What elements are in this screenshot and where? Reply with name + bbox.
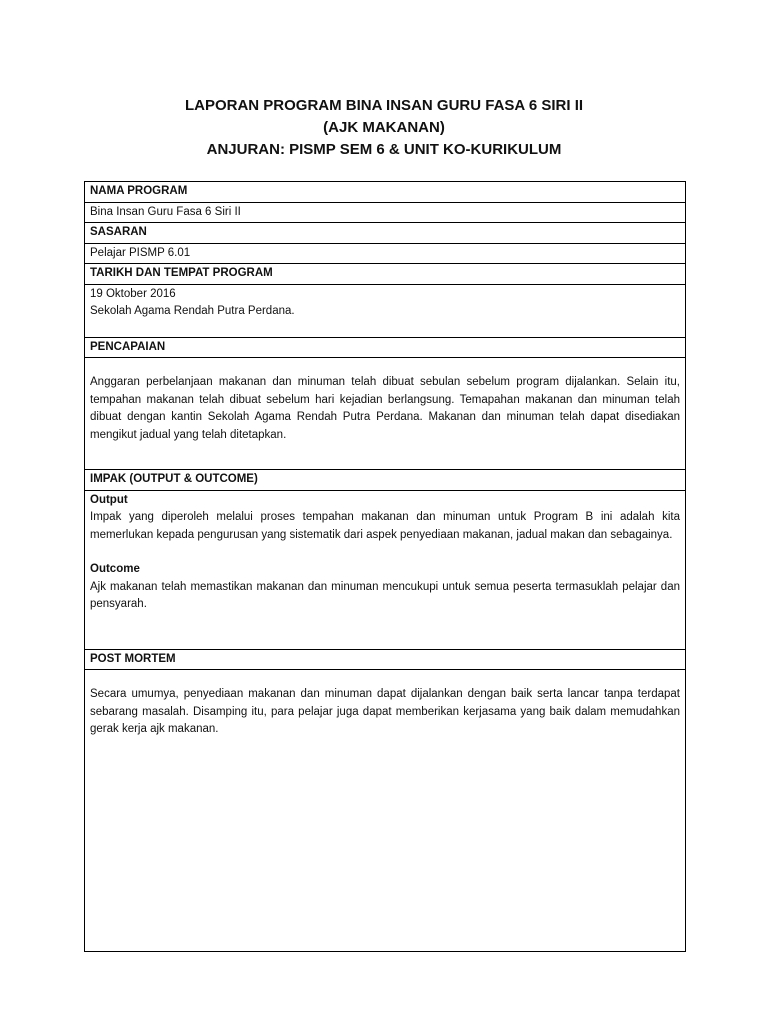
title-line-2: (AJK MAKANAN) [323,119,445,136]
tarikh-cell [85,284,686,337]
impak-heading: IMPAK (OUTPUT & OUTCOME) [85,470,686,491]
post-mortem-heading: POST MORTEM [85,649,686,670]
output-label: Output [90,493,128,506]
output-text: Impak yang diperoleh melalui proses tempahan makanan dan minuman untuk Program B ini adalah kita memerlukan kepada pengurusan yang sistematik dari aspek penyediaan makanan, jadual makan dan sebagainya. [90,511,680,541]
nama-program-value: Bina Insan Guru Fasa 6 Siri II [85,202,686,223]
spacer [90,544,680,561]
pencapaian-text: Anggaran perbelanjaan makanan dan minuman telah dibuat sebulan sebelum program dijalankan. Selain itu, tempahan makanan telah dibuat sebelum hari kejadian berlangsung. Temapahan makanan dan minuman telah dibuat dengan kantin Sekolah Agama Rendah Putra Perdana. Makanan dan minuman telah dapat disediakan mengikut jadual yang telah ditetapkan. [85,358,686,470]
impak-cell [85,490,686,649]
tarikh-heading: TARIKH DAN TEMPAT PROGRAM [85,264,686,285]
row-post-mortem-value [85,670,686,952]
tarikh-place: Sekolah Agama Rendah Putra Perdana. [90,305,295,317]
row-impak-heading [85,470,686,491]
row-pencapaian-heading [85,337,686,358]
report-title [0,95,768,161]
report-table [84,181,686,952]
row-sasaran-heading [85,223,686,244]
sasaran-heading: SASARAN [85,223,686,244]
outcome-label: Outcome [90,563,140,575]
tarikh-date: 19 Oktober 2016 [90,287,176,300]
row-sasaran-value [85,243,686,264]
title-line-3: ANJURAN: PISMP SEM 6 & UNIT KO-KURIKULUM [206,141,562,158]
pencapaian-heading: PENCAPAIAN [85,337,686,358]
outcome-text: Ajk makanan telah memastikan makanan dan minuman mencukupi untuk semua peserta termasuklah pelajar dan pensyarah. [90,580,680,610]
row-pencapaian-value [85,358,686,470]
title-line-1: LAPORAN PROGRAM BINA INSAN GURU FASA 6 SIRI II [184,97,584,114]
row-post-mortem-heading [85,649,686,670]
sasaran-value: Pelajar PISMP 6.01 [85,243,686,264]
row-nama-program-value [85,202,686,223]
row-tarikh-value [85,284,686,337]
row-nama-program-heading [85,182,686,203]
row-impak-value [85,490,686,649]
post-mortem-text: Secara umumya, penyediaan makanan dan minuman dapat dijalankan dengan baik serta lancar tanpa terdapat sebarang masalah. Disamping itu, para pelajar juga dapat memberikan kerjasama yang baik dalam memudahkan gerak kerja ajk makanan. [85,670,686,952]
nama-program-heading: NAMA PROGRAM [85,182,686,203]
row-tarikh-heading [85,264,686,285]
